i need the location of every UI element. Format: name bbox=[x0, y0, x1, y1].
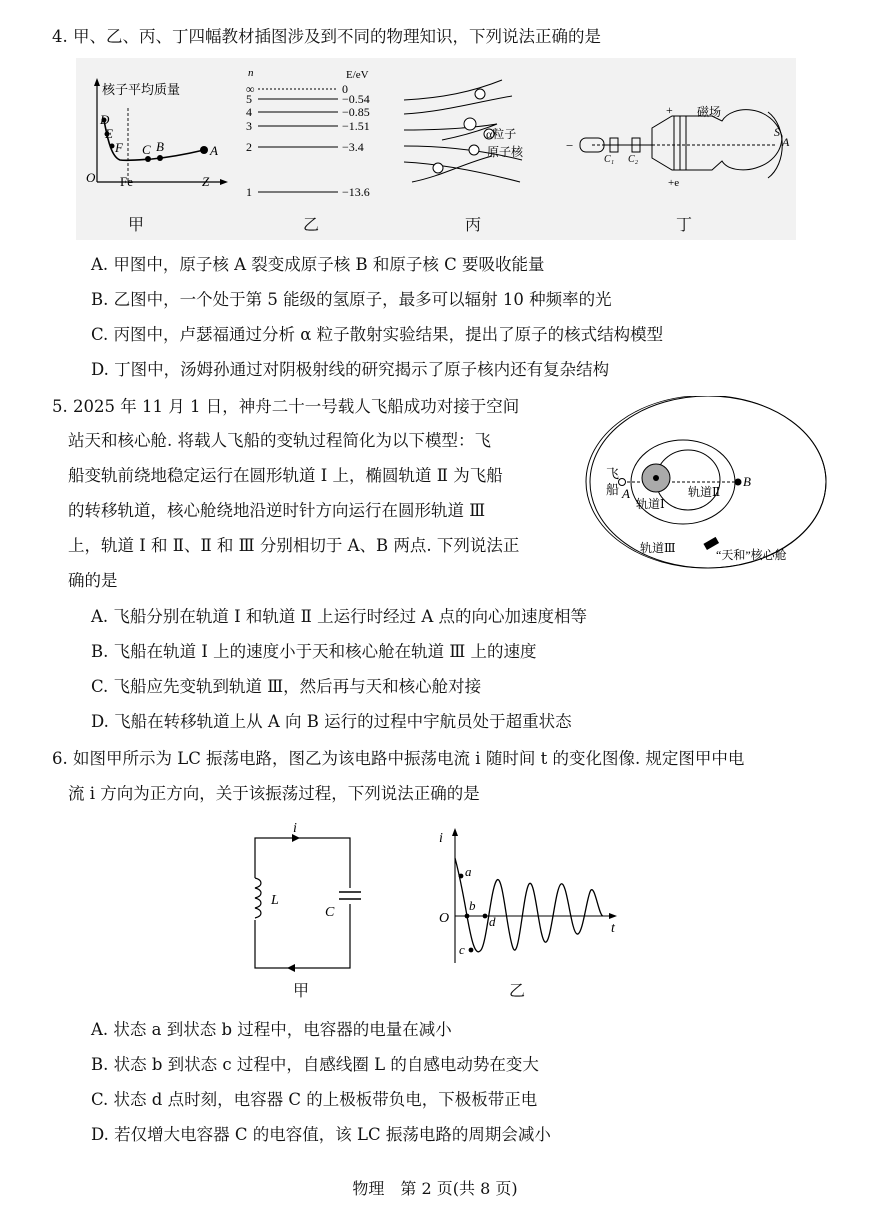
svg-text:O: O bbox=[86, 170, 96, 185]
jia-caption: 甲 bbox=[128, 215, 145, 234]
q6-option-c: C. 状态 d 点时刻，电容器 C 的上极板带负电，下极板带正电 bbox=[91, 1090, 538, 1109]
q5-option-d: D. 飞船在转移轨道上从 A 向 B 运行的过程中宇航员处于超重状态 bbox=[91, 712, 572, 731]
bing-caption: 丙 bbox=[465, 215, 482, 234]
q4-option-d: D. 丁图中，汤姆孙通过对阴极射线的研究揭示了原子核内还有复杂结构 bbox=[91, 360, 610, 379]
svg-text:船: 船 bbox=[606, 482, 620, 497]
graph-caption: 乙 bbox=[509, 981, 526, 1000]
q5-option-b: B. 飞船在轨道 Ⅰ 上的速度小于天和核心舱在轨道 Ⅲ 上的速度 bbox=[91, 642, 537, 661]
svg-text:a: a bbox=[465, 864, 472, 879]
svg-text:−13.6: −13.6 bbox=[342, 185, 370, 199]
svg-text:D: D bbox=[100, 112, 110, 127]
yi-caption: 乙 bbox=[303, 215, 320, 234]
q5-stem-line: 上，轨道 Ⅰ 和 Ⅱ、Ⅱ 和 Ⅲ 分别相切于 A、B 两点. 下列说法正 bbox=[68, 536, 520, 555]
svg-text:轨道Ⅰ: 轨道Ⅰ bbox=[636, 497, 665, 511]
q4-option-a: A. 甲图中，原子核 A 裂变成原子核 B 和原子核 C 要吸收能量 bbox=[91, 255, 545, 274]
svg-text:A: A bbox=[210, 143, 218, 158]
jia-point bbox=[157, 155, 163, 161]
energy-levels bbox=[258, 89, 338, 192]
svg-text:C: C bbox=[325, 905, 335, 920]
q6-circuit-figure bbox=[245, 818, 370, 1003]
svg-text:E/eV: E/eV bbox=[346, 69, 369, 81]
q4-figure-jia bbox=[82, 62, 232, 192]
svg-text:轨道Ⅲ: 轨道Ⅲ bbox=[640, 541, 676, 555]
svg-text:−1.51: −1.51 bbox=[342, 119, 370, 133]
q6-stem-line: 6. 如图甲所示为 LC 振荡电路，图乙为该电路中振荡电流 i 随时间 t 的变化图像. 规定图甲中电 bbox=[52, 749, 745, 768]
svg-text:+e: +e bbox=[668, 177, 680, 189]
jia-point bbox=[200, 146, 208, 154]
svg-text:磁场: 磁场 bbox=[697, 105, 722, 119]
svg-text:C₂: C₂ bbox=[628, 154, 639, 165]
q6-option-b: B. 状态 b 到状态 c 过程中，自感线圈 L 的自感电动势在变大 bbox=[91, 1055, 539, 1074]
q4-option-c: C. 丙图中，卢瑟福通过分析 α 粒子散射实验结果，提出了原子的核式结构模型 bbox=[91, 325, 664, 344]
q5-stem-line: 站天和核心舱. 将载人飞船的变轨过程简化为以下模型：飞 bbox=[68, 431, 491, 450]
svg-text:B: B bbox=[743, 474, 751, 489]
svg-text:B: B bbox=[156, 139, 164, 154]
svg-text:0: 0 bbox=[342, 82, 348, 96]
svg-text:F: F bbox=[115, 140, 123, 155]
svg-text:i: i bbox=[439, 831, 443, 846]
q4-stem: 4. 甲、乙、丙、丁四幅教材插图涉及到不同的物理知识，下列说法正确的是 bbox=[52, 27, 601, 46]
q4-figure-ding bbox=[562, 66, 794, 196]
svg-text:O: O bbox=[439, 911, 450, 926]
q4-figure-yi bbox=[238, 64, 398, 204]
svg-text:轨道Ⅱ: 轨道Ⅱ bbox=[688, 485, 721, 499]
svg-text:−0.54: −0.54 bbox=[342, 92, 370, 106]
q6-current-graph bbox=[425, 818, 625, 968]
svg-text:i: i bbox=[293, 821, 297, 836]
svg-text:+: + bbox=[666, 103, 673, 117]
svg-text:1: 1 bbox=[246, 185, 252, 199]
svg-text:Fe: Fe bbox=[120, 174, 133, 189]
svg-text:飞: 飞 bbox=[606, 466, 620, 481]
svg-text:c: c bbox=[459, 942, 465, 957]
q5-orbit-figure bbox=[568, 396, 828, 571]
point-b bbox=[735, 479, 742, 486]
q5-option-c: C. 飞船应先变轨到轨道 Ⅲ，然后再与天和核心舱对接 bbox=[91, 677, 482, 696]
svg-text:−0.85: −0.85 bbox=[342, 105, 370, 119]
q6-option-a: A. 状态 a 到状态 b 过程中，电容器的电量在减小 bbox=[91, 1020, 452, 1039]
q5-stem-line: 船变轨前绕地稳定运行在圆形轨道 Ⅰ 上，椭圆轨道 Ⅱ 为飞船 bbox=[68, 466, 503, 485]
jia-point bbox=[110, 144, 115, 149]
q5-stem-line: 的转移轨道，核心舱绕地沿逆时针方向运行在圆形轨道 Ⅲ bbox=[68, 501, 486, 520]
svg-text:t: t bbox=[611, 921, 615, 936]
svg-text:5: 5 bbox=[246, 92, 252, 106]
svg-text:b: b bbox=[469, 898, 476, 913]
point-a bbox=[619, 479, 626, 486]
q5-stem-line: 5. 2025 年 11 月 1 日，神舟二十一号载人飞船成功对接于空间 bbox=[52, 397, 520, 416]
svg-text:C₁: C₁ bbox=[604, 154, 615, 165]
svg-text:d: d bbox=[489, 914, 496, 929]
svg-text:S: S bbox=[774, 125, 780, 139]
ding-caption: 丁 bbox=[676, 215, 693, 234]
q5-option-a: A. 飞船分别在轨道 Ⅰ 和轨道 Ⅱ 上运行时经过 A 点的向心加速度相等 bbox=[91, 607, 588, 626]
svg-text:原子核: 原子核 bbox=[487, 145, 524, 159]
q4-figure-bing bbox=[402, 72, 552, 197]
svg-text:Z: Z bbox=[202, 174, 210, 189]
q6-option-d: D. 若仅增大电容器 C 的电容值，该 LC 振荡电路的周期会减小 bbox=[91, 1125, 551, 1144]
svg-text:−3.4: −3.4 bbox=[342, 140, 364, 154]
svg-text:−: − bbox=[566, 138, 574, 153]
q5-stem-line: 确的是 bbox=[68, 571, 118, 590]
svg-text:C: C bbox=[142, 142, 151, 157]
page-footer: 物理 第 2 页(共 8 页) bbox=[352, 1179, 518, 1198]
svg-text:α粒子: α粒子 bbox=[486, 127, 517, 141]
svg-text:A: A bbox=[782, 135, 790, 149]
svg-text:“天和”核心舱: “天和”核心舱 bbox=[716, 548, 787, 562]
svg-text:2: 2 bbox=[246, 140, 252, 154]
q6-stem-line: 流 i 方向为正方向，关于该振荡过程，下列说法正确的是 bbox=[68, 784, 480, 803]
jia-ylabel: 核子平均质量 bbox=[102, 82, 181, 97]
svg-text:E: E bbox=[105, 126, 113, 141]
svg-text:3: 3 bbox=[246, 119, 252, 133]
svg-text:∞: ∞ bbox=[246, 82, 255, 96]
svg-text:4: 4 bbox=[246, 105, 252, 119]
svg-text:L: L bbox=[271, 893, 279, 908]
svg-text:A: A bbox=[622, 486, 630, 501]
q4-option-b: B. 乙图中，一个处于第 5 能级的氢原子，最多可以辐射 10 种频率的光 bbox=[91, 290, 612, 309]
svg-text:n: n bbox=[248, 67, 254, 79]
circuit-caption: 甲 bbox=[293, 981, 310, 1000]
